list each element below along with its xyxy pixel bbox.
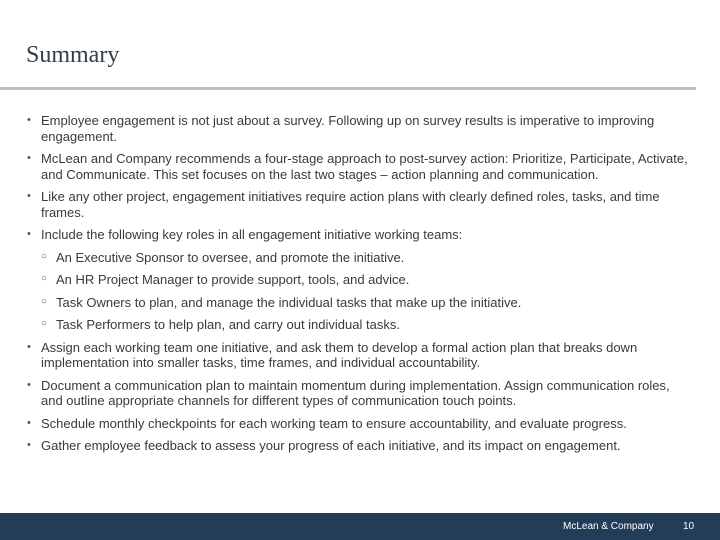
sub-bullet-item bbox=[26, 250, 690, 266]
bullet-list bbox=[26, 113, 690, 461]
bullet-text: Assign each working team one initiative, and ask them to develop a formal action plan that breaks down implementation into smaller tasks, time frames, and individual accountability. bbox=[41, 339, 638, 370]
bullet-dot-icon: • bbox=[27, 228, 31, 240]
bullet-text: Schedule monthly checkpoints for each working team to ensure accountability, and evaluate progress. bbox=[41, 415, 627, 431]
bullet-text: Employee engagement is not just about a survey. Following up on survey results is imperative to improving engagement. bbox=[41, 113, 655, 144]
circle-bullet-icon: ○ bbox=[41, 318, 48, 329]
bullet-item bbox=[26, 378, 690, 409]
bullet-dot-icon: • bbox=[27, 439, 31, 451]
bullet-text: Gather employee feedback to assess your progress of each initiative, and its impact on engagement. bbox=[41, 438, 621, 453]
bullet-text: McLean and Company recommends a four-stage approach to post-survey action: Prioritize, Participate, Activate, and Communicate. This set focuses on the last two stages – action planning and communication. bbox=[41, 151, 688, 182]
sub-bullet-text: Task Owners to plan, and manage the individual tasks that make up the initiative. bbox=[56, 294, 522, 310]
bullet-item bbox=[26, 189, 690, 220]
sub-bullet-item bbox=[26, 317, 690, 333]
bullet-dot-icon: • bbox=[27, 114, 31, 126]
bullet-text: Include the following key roles in all engagement initiative working teams: bbox=[41, 227, 463, 242]
title-divider bbox=[0, 87, 696, 90]
bullet-item bbox=[26, 113, 690, 144]
circle-bullet-icon: ○ bbox=[41, 273, 48, 284]
footer-bar bbox=[0, 513, 720, 540]
bullet-dot-icon: • bbox=[27, 416, 31, 429]
sub-bullet-text: An Executive Sponsor to oversee, and promote the initiative. bbox=[56, 249, 405, 265]
bullet-text: Like any other project, engagement initiatives require action plans with clearly defined roles, tasks, and time frames. bbox=[41, 189, 660, 220]
bullet-dot-icon: • bbox=[27, 190, 31, 202]
bullet-item bbox=[26, 227, 690, 243]
sub-bullet-item bbox=[26, 272, 690, 288]
sub-bullet-text: Task Performers to help plan, and carry out individual tasks. bbox=[56, 317, 400, 332]
footer-company-name: McLean & Company bbox=[563, 521, 654, 532]
slide-title: Summary bbox=[26, 42, 120, 68]
page-number: 10 bbox=[683, 521, 695, 532]
sub-bullet-item bbox=[26, 295, 690, 311]
circle-bullet-icon: ○ bbox=[41, 295, 48, 307]
bullet-dot-icon: • bbox=[27, 340, 31, 353]
circle-bullet-icon: ○ bbox=[41, 250, 48, 262]
bullet-item bbox=[26, 438, 690, 454]
sub-bullet-text: An HR Project Manager to provide support, tools, and advice. bbox=[56, 272, 410, 287]
bullet-item bbox=[26, 416, 690, 432]
bullet-text: Document a communication plan to maintain momentum during implementation. Assign communication roles, and outline appropriate channels for different types of communication touch points. bbox=[41, 377, 670, 408]
bullet-dot-icon: • bbox=[27, 378, 31, 391]
bullet-item bbox=[26, 340, 690, 371]
bullet-item bbox=[26, 151, 690, 182]
bullet-dot-icon: • bbox=[27, 152, 31, 164]
